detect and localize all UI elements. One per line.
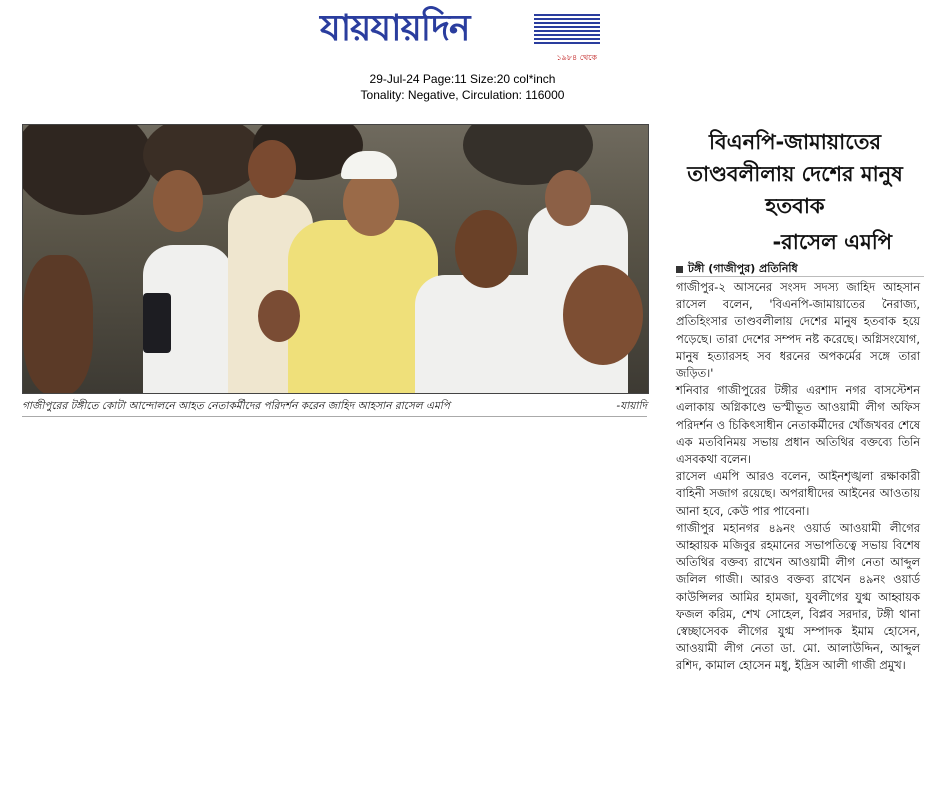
article-author-tag: -রাসেল এমপি: [772, 230, 892, 254]
bullet-square-icon: [676, 266, 683, 273]
news-photo: [22, 124, 649, 394]
byline-text: টঙ্গী (গাজীপুর) প্রতিনিধি: [688, 262, 798, 275]
masthead-title: যায়যায়দিন: [320, 8, 470, 49]
phone-in-hand: [143, 293, 171, 353]
clipping-meta-date: 29-Jul-24 Page:11 Size:20 col*inch: [369, 72, 556, 86]
article-byline: [676, 260, 924, 277]
masthead-logo: [320, 2, 605, 68]
photo-caption-row: [22, 398, 647, 417]
article-headline: বিএনপি-জামায়াতের তাণ্ডবলীলায় দেশের মানুষ হতবাক: [687, 130, 903, 218]
article-paragraph: গাজীপুর-২ আসনের সংসদ সদস্য জাহিদ আহসান রাসেল বলেন, 'বিএনপি-জামায়াতের নৈরাজ্য, প্রতিহিংসার তাণ্ডবলীলায় দেশের মানুষ হতবাক হয়ে পড়েছে। তারা দেশের সম্পদ নষ্ট করেছে। অগ্নিসংযোগ, মানুষ হত্যারসহ সব ধরনের অপকর্মের সঙ্গে তারা জড়িত।': [676, 280, 920, 381]
clipping-meta-tonality: Tonality: Negative, Circulation: 116000: [360, 88, 565, 102]
article-paragraph: রাসেল এমপি আরও বলেন, আইনশৃঙ্খলা রক্ষাকারী বাহিনী সজাগ রয়েছে। অপরাধীদের আইনের আওতায় আনা হবে, কেউ পার পাবেনা।: [676, 469, 920, 518]
photo-caption: গাজীপুরের টঙ্গীতে কোটা আন্দোলনে আহত নেতাকর্মীদের পরিদর্শন করেন জাহিদ আহসান রাসেল এমপি: [22, 400, 450, 412]
article-paragraph: শনিবার গাজীপুরের টঙ্গীর এরশাদ নগর বাসস্টেশন এলাকায় অগ্নিকাণ্ডে ভস্মীভূত আওয়ামী লীগ অফিস পরিদর্শন ও চিকিৎসাধীন নেতাকর্মীদের খোঁজখবর শেষে এক মতবিনিময় সভায় প্রধান অতিথির বক্তব্যে তিনি এসবকথা বলেন।: [676, 383, 920, 467]
photo-credit: -যায়াদি: [616, 400, 647, 412]
article-body: [676, 279, 920, 675]
article-paragraph: গাজীপুর মহানগর ৪৯নং ওয়ার্ড আওয়ামী লীগের আহ্বায়ক মজিবুর রহমানের সভাপতিত্বে সভায় বিশেষ অতিথির বক্তব্য রাখেন আওয়ামী লীগ নেতা আব্দুল জলিল গাজী। আরও বক্তব্য রাখেন ৪৯নং ওয়ার্ড কাউন্সিলর আমির হামজা, যুবলীগের যুগ্ম আহ্বায়ক ফজল করিম, শেখ সোহেল, বিপ্লব সরদার, টঙ্গী থানা স্বেচ্ছাসেবক লীগের যুগ্ম সম্পাদক ইমাম হোসেন, আওয়ামী লীগ নেতা ডা. মো. আলাউদ্দিন, আব্দুল রশিদ, কামাল হোসেন মধু, ইদ্রিস আলী গাজী প্রমুখ।: [676, 520, 920, 673]
masthead-stripes: [534, 14, 600, 48]
masthead-established: ১৯৮৪ থেকে: [556, 53, 597, 62]
